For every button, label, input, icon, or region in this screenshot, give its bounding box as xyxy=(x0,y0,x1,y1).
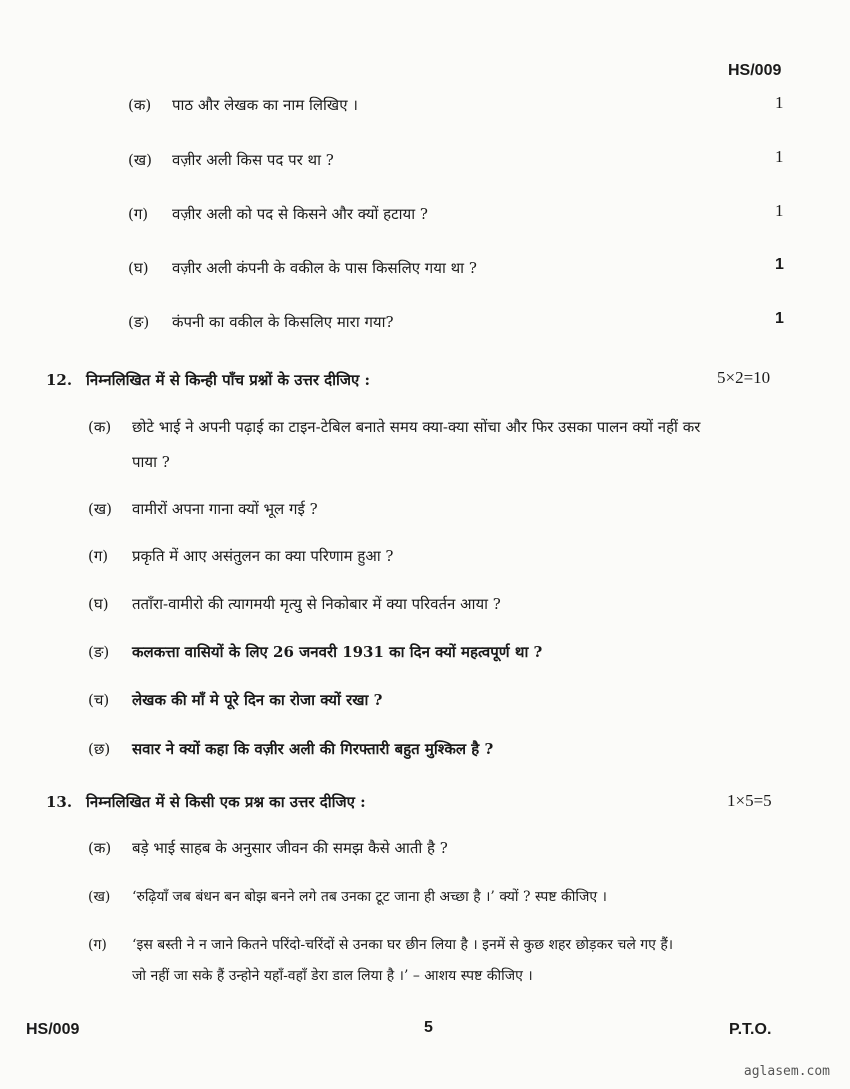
question-part: (घ) तताँरा-वामीरो की त्यागमयी मृत्यु से निकोबार में क्या परिवर्तन आया ? xyxy=(88,595,501,613)
q11-part-marks: 1 xyxy=(775,201,784,220)
q11-part-text: (ख) वज़ीर अली किस पद पर था ? xyxy=(128,151,334,169)
question-part: (ख) ‘रुढ़ियाँ जब बंधन बन बोझ बनने लगे तब उनका टूट जाना ही अच्छा है ।’ क्यों ? स्पष्ट कीजिए । xyxy=(88,889,607,905)
question-part-continuation: जो नहीं जा सके हैं उन्होने यहाँ-वहाँ डेरा डाल लिया है ।’ – आशय स्पष्ट कीजिए । xyxy=(132,968,533,984)
question-part: (ग) ‘इस बस्ती ने न जाने कितने परिंदो-चरिंदों से उनका घर छीन लिया है । इनमें से कुछ शहर छोड़कर चले गए हैं। xyxy=(88,937,674,953)
question-part: (छ) सवार ने क्यों कहा कि वज़ीर अली की गिरफ्तारी बहुत मुश्किल है ? xyxy=(88,740,494,758)
q11-part-marks: 1 xyxy=(775,147,784,166)
question-marks: 1×5=5 xyxy=(727,791,772,810)
q11-part-marks: 1 xyxy=(775,256,784,273)
paper-code-footer: HS/009 xyxy=(26,1021,80,1038)
q11-part-marks: 1 xyxy=(775,310,784,327)
question-part: (ङ) कलकत्ता वासियों के लिए 26 जनवरी 1931 का दिन क्यों महत्वपूर्ण था ? xyxy=(88,643,543,661)
question-heading: 12. निम्नलिखित में से किन्ही पाँच प्रश्नों के उत्तर दीजिए : xyxy=(46,371,371,389)
question-marks: 5×2=10 xyxy=(717,368,771,387)
question-part: (क) बड़े भाई साहब के अनुसार जीवन की समझ कैसे आती है ? xyxy=(88,839,448,857)
question-part: (च) लेखक की माँ मे पूरे दिन का रोजा क्यों रखा ? xyxy=(88,691,383,709)
q11-part-text: (क) पाठ और लेखक का नाम लिखिए । xyxy=(128,96,358,114)
question-part: (क) छोटे भाई ने अपनी पढ़ाई का टाइन-टेबिल बनाते समय क्या-क्या सोंचा और फिर उसका पालन क्यों नहीं कर xyxy=(88,418,701,436)
question-heading: 13. निम्नलिखित में से किसी एक प्रश्न का उत्तर दीजिए : xyxy=(46,793,366,811)
question-part: (ख) वामीरों अपना गाना क्यों भूल गई ? xyxy=(88,500,318,518)
page-number: 5 xyxy=(424,1019,433,1036)
question-part-continuation: पाया ? xyxy=(132,453,170,471)
q11-part-text: (ङ) कंपनी का वकील के किसलिए मारा गया? xyxy=(128,313,394,331)
bottom-watermark: aglasem.com xyxy=(743,1064,830,1079)
q11-part-marks: 1 xyxy=(775,93,784,112)
q11-part-text: (ग) वज़ीर अली को पद से किसने और क्यों हटाया ? xyxy=(128,205,428,223)
q11-part-text: (घ) वज़ीर अली कंपनी के वकील के पास किसलिए गया था ? xyxy=(128,259,477,277)
pto-label: P.T.O. xyxy=(729,1021,772,1038)
question-part: (ग) प्रकृति में आए असंतुलन का क्या परिणाम हुआ ? xyxy=(88,547,394,565)
paper-code-header: HS/009 xyxy=(728,62,782,79)
